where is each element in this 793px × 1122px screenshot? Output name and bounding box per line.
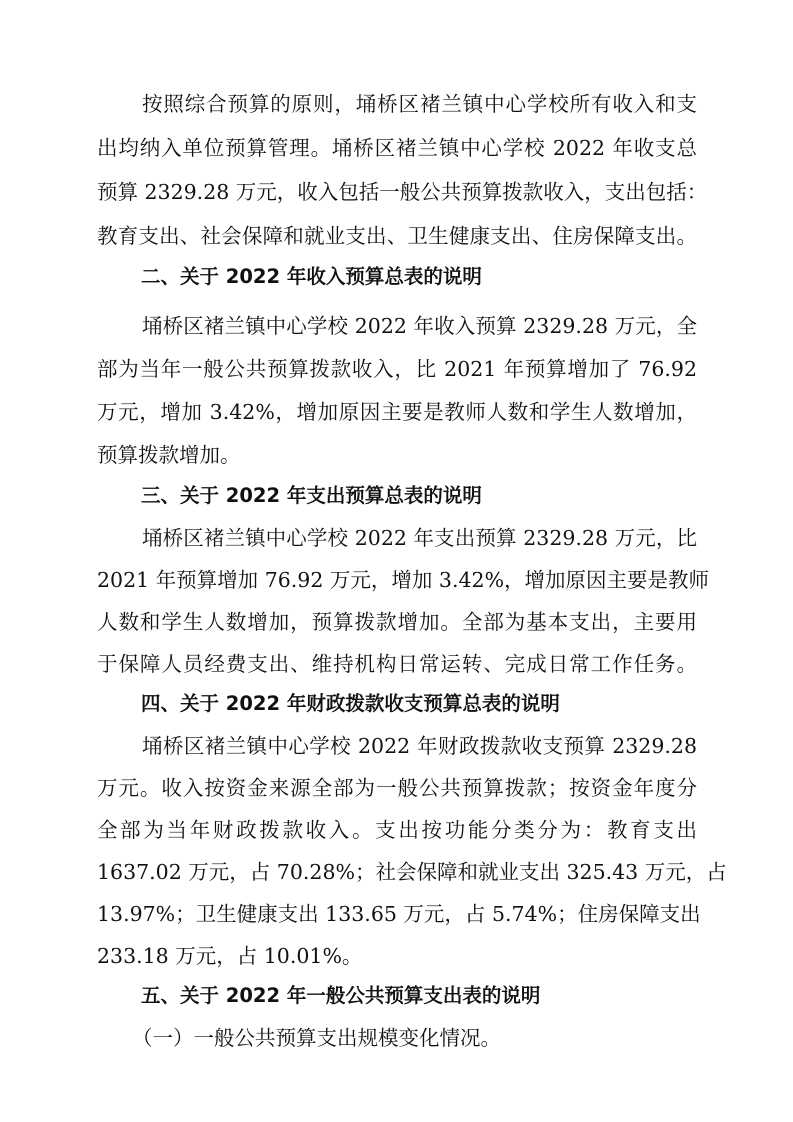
section-heading-2: 二、关于 2022 年收入预算总表的说明 bbox=[141, 265, 482, 288]
section4-line-6: 233.18 万元，占 10.01%。 bbox=[97, 944, 363, 968]
section2-line-3: 万元，增加 3.42%，增加原因主要是教师人数和学生人数增加， bbox=[97, 400, 697, 424]
section3-line-3: 人数和学生人数增加，预算拨款增加。全部为基本支出，主要用 bbox=[97, 610, 697, 634]
section4-line-1: 埇桥区褚兰镇中心学校 2022 年财政拨款收支预算 2329.28 bbox=[142, 734, 697, 758]
intro-line-1: 按照综合预算的原则，埇桥区褚兰镇中心学校所有收入和支 bbox=[142, 92, 697, 116]
intro-line-4: 教育支出、社会保障和就业支出、卫生健康支出、住房保障支出。 bbox=[97, 224, 697, 248]
section4-line-3: 全部为当年财政拨款收入。支出按功能分类分为：教育支出 bbox=[97, 818, 697, 842]
section3-line-4: 于保障人员经费支出、维持机构日常运转、完成日常工作任务。 bbox=[97, 652, 697, 676]
section-heading-5: 五、关于 2022 年一般公共预算支出表的说明 bbox=[141, 984, 541, 1007]
section4-line-4: 1637.02 万元，占 70.28%；社会保障和就业支出 325.43 万元，占 bbox=[97, 860, 727, 884]
section-heading-3: 三、关于 2022 年支出预算总表的说明 bbox=[141, 484, 482, 507]
section3-line-1: 埇桥区褚兰镇中心学校 2022 年支出预算 2329.28 万元，比 bbox=[142, 526, 697, 550]
section2-line-1: 埇桥区褚兰镇中心学校 2022 年收入预算 2329.28 万元，全 bbox=[142, 314, 697, 338]
section4-line-2: 万元。收入按资金来源全部为一般公共预算拨款；按资金年度分 bbox=[97, 776, 697, 800]
intro-line-3: 预算 2329.28 万元，收入包括一般公共预算拨款收入，支出包括： bbox=[97, 180, 708, 204]
intro-line-2: 出均纳入单位预算管理。埇桥区褚兰镇中心学校 2022 年收支总 bbox=[97, 136, 697, 160]
section-heading-4: 四、关于 2022 年财政拨款收支预算总表的说明 bbox=[141, 692, 560, 715]
section3-line-2: 2021 年预算增加 76.92 万元，增加 3.42%，增加原因主要是教师 bbox=[97, 568, 710, 592]
section4-line-5: 13.97%；卫生健康支出 133.65 万元，占 5.74%；住房保障支出 bbox=[97, 902, 701, 926]
section2-line-2: 部为当年一般公共预算拨款收入，比 2021 年预算增加了 76.92 bbox=[97, 357, 697, 381]
section2-line-4: 预算拨款增加。 bbox=[97, 443, 241, 467]
subsection-1-title: （一）一般公共预算支出规模变化情况。 bbox=[132, 1026, 501, 1050]
